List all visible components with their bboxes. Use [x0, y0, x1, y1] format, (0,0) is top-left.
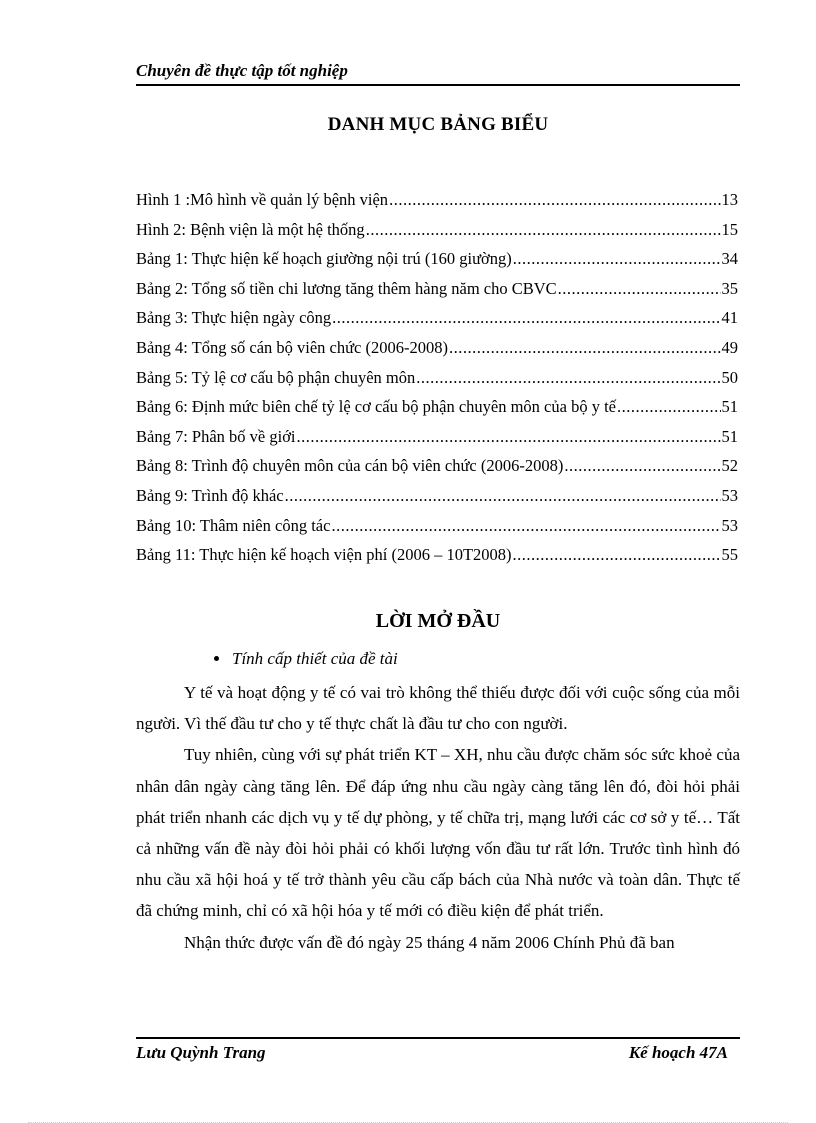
toc-entry — [136, 427, 738, 457]
toc-entry-page: 51 — [721, 397, 738, 417]
toc-entry-label: Bảng 6: Định mức biên chế tỷ lệ cơ cấu bộ phận chuyên môn của bộ y tế — [136, 397, 616, 417]
toc-entry-page: 34 — [721, 249, 738, 269]
toc-entry — [136, 486, 738, 516]
toc-entry — [136, 338, 738, 368]
toc-entry — [136, 397, 738, 427]
toc-entry-label: Bảng 8: Trình độ chuyên môn của cán bộ viên chức (2006-2008) — [136, 456, 564, 476]
toc-entry — [136, 545, 738, 575]
paragraph: Y tế và hoạt động y tế có vai trò không thể thiếu được đối với cuộc sống của mỗi người. Vì thế đầu tư cho y tế thực chất là đầu tư cho con người. — [136, 683, 740, 734]
toc-entry-label: Bảng 5: Tỷ lệ cơ cấu bộ phận chuyên môn — [136, 367, 416, 387]
page-header-title: Chuyên đề thực tập tốt nghiệp — [136, 61, 348, 80]
toc-entry-page: 52 — [721, 456, 738, 476]
paragraph: Nhận thức được vấn đề đó ngày 25 tháng 4 năm 2006 Chính Phủ đã ban — [184, 932, 675, 952]
toc-dot-leader — [513, 249, 721, 269]
section-title: LỜI MỞ ĐẦU — [375, 610, 501, 632]
toc-entry-label: Bảng 3: Thực hiện ngày công — [136, 308, 332, 328]
toc-entry-label: Bảng 7: Phân bố về giới — [136, 426, 296, 446]
toc-entry — [136, 249, 738, 279]
toc-title: DANH MỤC BẢNG BIỂU — [327, 114, 549, 135]
toc-dot-leader — [331, 516, 720, 536]
toc-entry-label: Bảng 1: Thực hiện kế hoạch giường nội trú (160 giường) — [136, 249, 512, 269]
toc-entry — [136, 190, 738, 220]
toc-entry-page: 51 — [721, 426, 738, 446]
footer-divider — [136, 1037, 740, 1039]
toc-entry-page: 55 — [721, 545, 738, 565]
toc-entry — [136, 368, 738, 398]
header-divider — [136, 84, 740, 86]
toc-entry-label: Hình 1 :Mô hình về quản lý bệnh viện — [136, 190, 389, 209]
toc-entry — [136, 279, 738, 309]
toc-entry-label: Hình 2: Bệnh viện là một hệ thống — [136, 219, 365, 239]
toc-entry-page: 53 — [721, 515, 738, 535]
paragraph: Tuy nhiên, cùng với sự phát triển KT – XH, nhu cầu được chăm sóc sức khoẻ của nhân dân ngày càng tăng lên. Để đáp ứng nhu cầu ngày càng tăng lên đó, đòi hỏi phải phát triển nhanh các dịch vụ y tế dự phòng, y tế chữa trị, mạng lưới các cơ sở y tế… Tất cả những vấn đề này đòi hỏi phải có khối lượng vốn đầu tư rất lớn. Trước tình hình đó nhu cầu xã hội hoá y tế trở thành yêu cầu cấp bách của Nhà nước và toàn dân. Thực tế đã chứng minh, chỉ có xã hội hóa y tế mới có điều kiện để phát triển. — [136, 745, 740, 921]
toc-entry-label: Bảng 10: Thâm niên công tác — [136, 515, 331, 535]
toc-dot-leader — [558, 279, 721, 299]
toc-dot-leader — [332, 308, 720, 328]
toc-dot-leader — [513, 545, 721, 565]
toc-dot-leader — [389, 190, 720, 210]
toc-dot-leader — [617, 397, 721, 417]
toc-dot-leader — [416, 368, 720, 388]
toc-entry — [136, 516, 738, 546]
toc-entry — [136, 456, 738, 486]
toc-entry-label: Bảng 4: Tổng số cán bộ viên chức (2006-2008) — [136, 337, 448, 357]
body-text — [136, 677, 740, 958]
toc-dot-leader — [285, 486, 721, 506]
toc-dot-leader — [297, 427, 721, 447]
bullet-icon — [214, 656, 219, 661]
toc-entry-page: 13 — [721, 190, 738, 209]
toc-entry-page: 49 — [721, 337, 738, 357]
footer-author: Lưu Quỳnh Trang — [136, 1043, 266, 1062]
toc-entry — [136, 220, 738, 250]
toc-entry-label: Bảng 9: Trình độ khác — [136, 485, 284, 505]
toc-entry-page: 53 — [721, 485, 738, 505]
table-of-figures — [136, 190, 738, 575]
toc-dot-leader — [366, 220, 721, 240]
bullet-heading-text: Tính cấp thiết của đề tài — [232, 649, 398, 668]
toc-entry-page: 35 — [721, 278, 738, 298]
toc-entry — [136, 308, 738, 338]
toc-dot-leader — [564, 456, 720, 476]
toc-entry-page: 41 — [721, 308, 738, 328]
footer-class: Kế hoạch 47A — [628, 1043, 728, 1062]
bullet-heading — [214, 649, 398, 669]
toc-dot-leader — [449, 338, 721, 358]
toc-entry-label: Bảng 11: Thực hiện kế hoạch viện phí (2006 – 10T2008) — [136, 545, 512, 565]
toc-entry-page: 15 — [721, 219, 738, 239]
toc-entry-page: 50 — [721, 367, 738, 387]
toc-entry-label: Bảng 2: Tổng số tiền chi lương tăng thêm hàng năm cho CBVC — [136, 278, 557, 298]
